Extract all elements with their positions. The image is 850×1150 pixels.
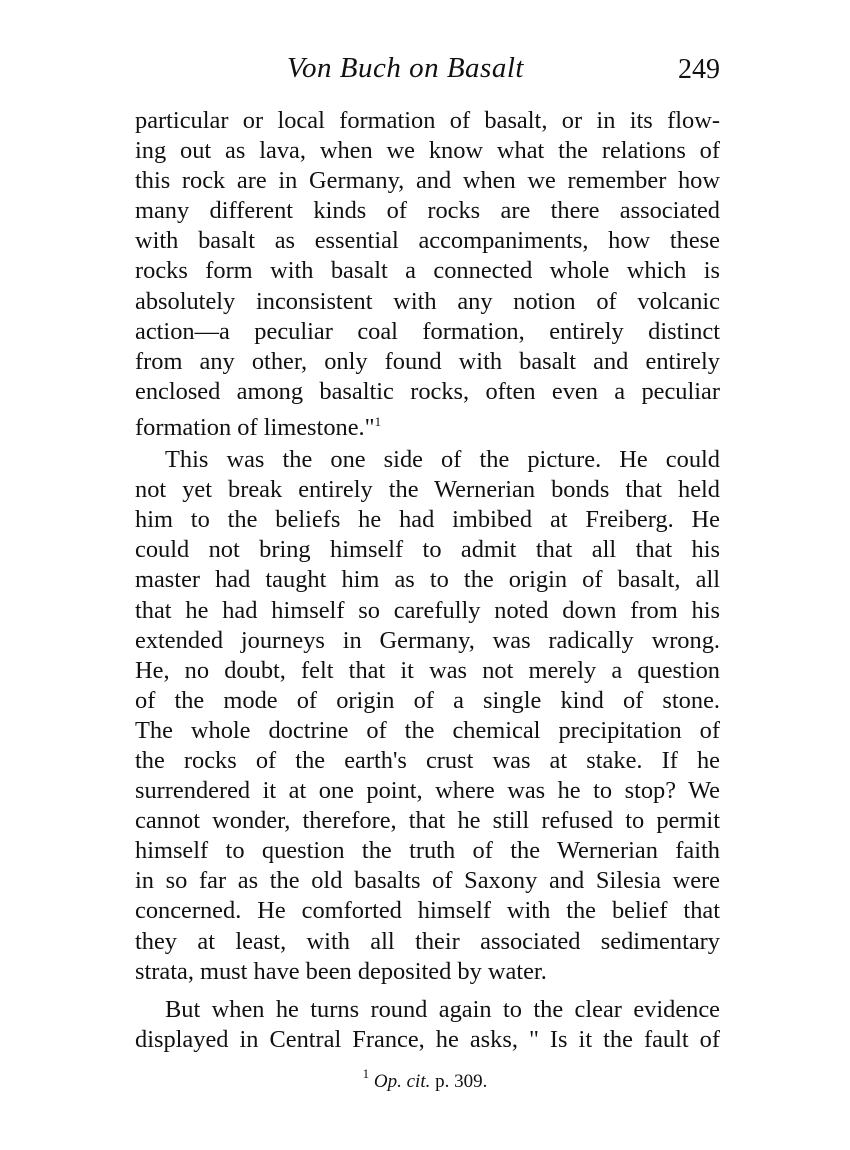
footnote-reference: 1 [374,413,382,429]
page-number: 249 [678,54,720,85]
text-line: not yet break entirely the Wernerian bonds that held [135,476,720,504]
text-line: action—a peculiar coal formation, entirely distinct [135,317,720,345]
text-line: But when he turns round again to the clear evidence [165,995,720,1023]
paragraph [135,445,720,987]
text-line: the rocks of the earth's crust was at stake. If he [135,746,720,774]
text-line: that he had himself so carefully noted down from his [135,596,720,624]
text-line: concerned. He comforted himself with the belief that [135,897,720,925]
footnote-page-ref: p. 309. [435,1071,488,1092]
text-line: in so far as the old basalts of Saxony and Silesia were [135,867,720,895]
text-line: particular or local formation of basalt, or in its flow- [135,107,720,134]
body-text [135,106,720,1055]
text-line: many different kinds of rocks are there associated [135,197,720,225]
footnote-citation: Op. cit. [373,1071,431,1092]
text-line: from any other, only found with basalt and entirely [135,347,720,375]
text-line [135,407,720,441]
text-line: they at least, with all their associated sedimentary [135,927,720,955]
text-line: This was the one side of the picture. He could [165,446,720,474]
running-head [135,52,720,92]
text-line: ing out as lava, when we know what the relations of [135,137,720,165]
paragraph-gap [135,987,720,995]
text-line: himself to question the truth of the Wernerian faith [135,837,720,865]
text-line: enclosed among basaltic rocks, often even a peculiar [135,377,720,405]
text-line: rocks form with basalt a connected whole which is [135,257,720,285]
text-line: with basalt as essential accompaniments, how these [135,227,720,255]
text-line-content: formation of limestone." [135,413,375,441]
text-line: of the mode of origin of a single kind of stone. [135,686,720,714]
footnote-marker: 1 [362,1066,370,1081]
footnote [0,1066,850,1093]
running-head-title: Von Buch on Basalt [287,52,524,84]
paragraph [135,995,720,1055]
text-line: The whole doctrine of the chemical precipitation of [135,716,720,744]
text-line: could not bring himself to admit that all that his [135,536,720,564]
text-line: strata, must have been deposited by water. [135,957,547,985]
text-line: this rock are in Germany, and when we remember how [135,167,720,195]
paragraph [135,106,720,441]
text-line: cannot wonder, therefore, that he still refused to permit [135,807,720,835]
text-line: displayed in Central France, he asks, " Is it the fault of [135,1025,720,1053]
text-line: extended journeys in Germany, was radically wrong. [135,626,720,654]
text-line: surrendered it at one point, where was he to stop? We [135,777,720,805]
text-line: master had taught him as to the origin of basalt, all [135,566,720,594]
text-line: him to the beliefs he had imbibed at Freiberg. He [135,506,720,534]
text-line: absolutely inconsistent with any notion of volcanic [135,287,720,315]
text-line: He, no doubt, felt that it was not merely a question [135,656,720,684]
